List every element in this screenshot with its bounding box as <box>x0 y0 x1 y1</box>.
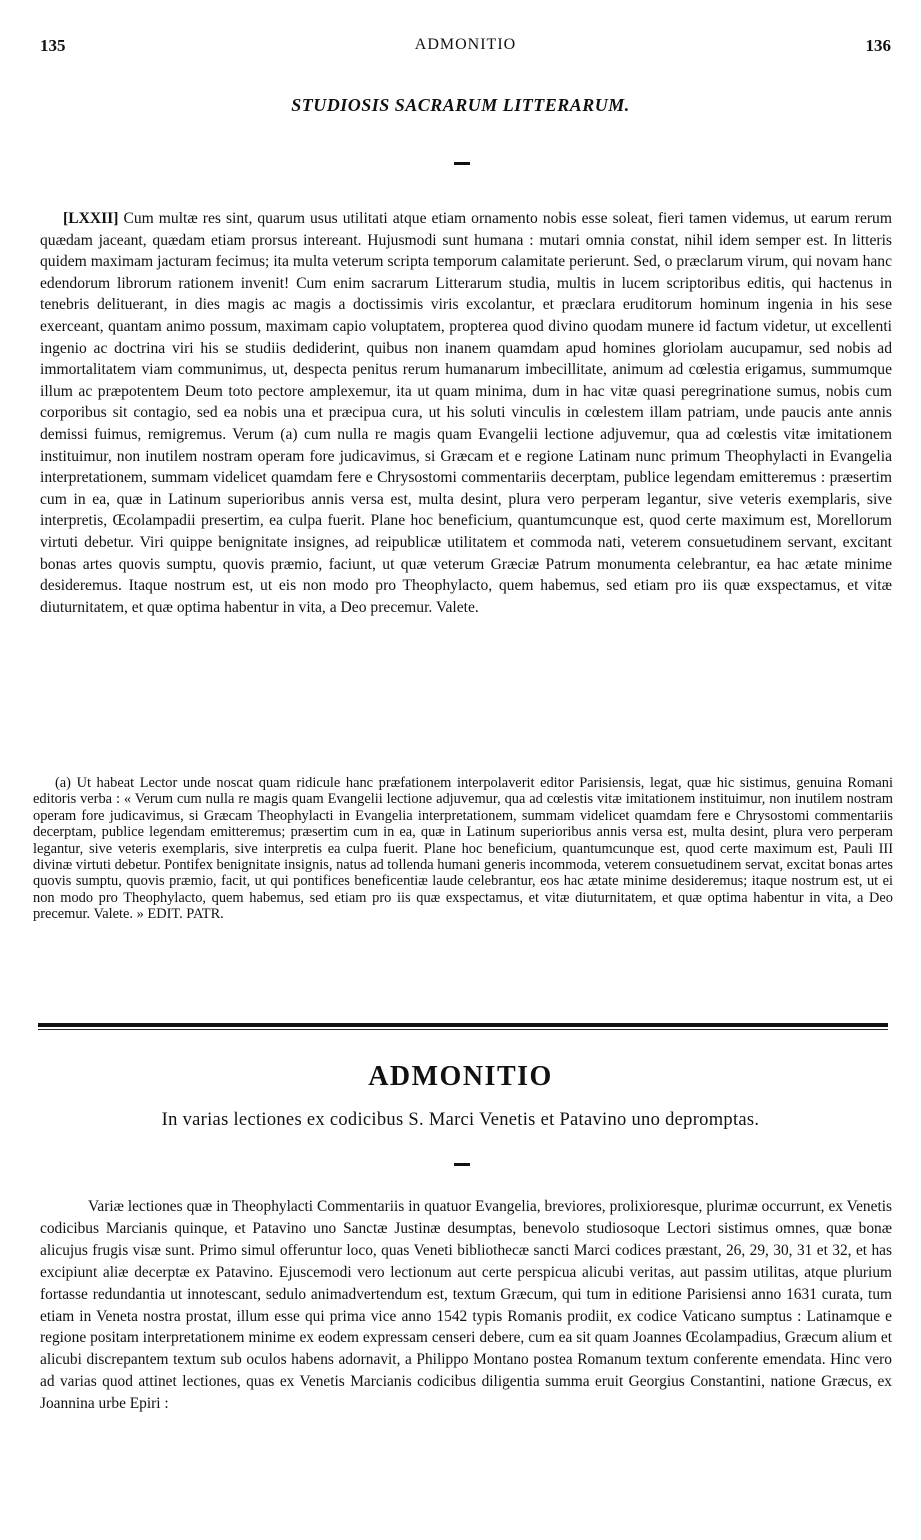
footnote <box>33 775 893 923</box>
column-reference: [LXXII] <box>63 210 119 227</box>
section-dash <box>454 1163 470 1166</box>
divider-thick-line <box>38 1023 888 1027</box>
admonitio-subheading: In varias lectiones ex codicibus S. Marci Venetis et Patavino uno depromptas. <box>161 1110 760 1130</box>
preface-heading: STUDIOSIS SACRARUM LITTERARUM. <box>291 95 630 115</box>
running-head-title: ADMONITIO <box>414 36 517 53</box>
footnote-text: (a) Ut habeat Lector unde noscat quam ridicule hanc præfationem interpolaverit editor Parisiensis, legat, quæ hic sistimus, genuina Romani editoris verba : « Verum cum nulla re magis quam Evangelii lectione adjuvemur, qua ad cœlestis vitæ imitationem instituimur, non inutilem nostram operam fore judicavimus, si Græcam Theophylacti in Evangelia interpretationem, summam videlicet quamdam fere e Chrysostomi commentariis decerptam, publice legendam emitteremus; præsertim cum in ea, quæ in Latinum superioribus annis versa est, multa desint, plura vero perperam legantur, sive veteris exemplaris, sive interpretis ea culpa fuerit. Plane hoc beneficium, quantumcunque est, quod certe maximum est, Pauli III divinæ virtuti debetur. Pontifex benignitate insignis, natus ad tollenda humani generis incommoda, veterem consuetudinem servat, excitat bonas artes quovis sumptu, quovis præmio, facit, ut qui pontifices beneficentiæ laude celebrantur, eos hac ætate minime desideremus; itaque nostrum est, ut ei non modo pro Theophylacto, quem habemus, sed etiam pro iis quæ exspectamus, et vitæ diuturnitatem, et quæ optima habentur in vita, a Deo precemur. Valete. » EDIT. PATR. <box>33 775 893 923</box>
section-dash <box>454 162 470 165</box>
page-number-left: 135 <box>40 36 66 55</box>
section-divider <box>38 1022 888 1030</box>
divider-thin-line <box>38 1029 888 1030</box>
preface-text <box>40 208 892 618</box>
page-number-right: 136 <box>865 36 891 55</box>
admonitio-heading: ADMONITIO <box>368 1061 553 1092</box>
admonitio-paragraph: Variæ lectiones quæ in Theophylacti Commentariis in quatuor Evangelia, breviores, prolixioresque, plurimæ occurrunt, ex Venetis codicibus Marcianis quinque, et Patavino uno Sanctæ Justinæ desumptas, benevolo studiosoque Lectori sistimus omnes, quæ bonæ alicujus frugis visæ sunt. Primo simul offeruntur loco, quas Veneti bibliothecæ sancti Marci codices præstant, 26, 29, 30, 31 et 32, et has excipiunt aliæ decerptæ ex Patavino. Ejuscemodi vero lectionum aut certe perspicua alicubi veritas, aut passim utilitas, atque plurium fortasse redundantia ut innotescant, sedulo animadvertendum est, textum Græcum, qui tum in editione Parisiensi anno 1631 curata, tum etiam in Veneta nostra prostat, illum esse qui prima vice anno 1542 typis Romanis prodiit, ex codice Vaticano sumptus : Latinamque e regione positam interpretationem minime ex eodem expressam censeri debere, cum ea sit quam Joannes Œcolampadius, Græcum alium et alicubi discrepantem textum sub oculos habens adornavit, a Philippo Montano postea Romanum textum conferente emendata. Hinc vero ad varias quod attinet lectiones, quas ex Venetis Marcianis codicibus diligentia summa eruit Georgius Constantini, natione Græcus, ex Joannina urbe Epiri : <box>40 1198 892 1413</box>
admonitio-text <box>40 1196 892 1415</box>
preface-paragraph <box>40 208 892 618</box>
running-head <box>40 36 891 60</box>
preface-body: Cum multæ res sint, quarum usus utilitati atque etiam ornamento nobis esse soleat, fieri tamen videmus, ut earum rerum quædam jaceant, quædam etiam prorsus intereant. Hujusmodi sunt humana : mutari omnia constat, nihil idem semper est. In litteris quidem maximam jacturam fecimus; ita multa veterum scripta temporum calamitate perierunt. Sed, o præclarum virum, qui novam hanc edendorum librorum rationem invenit! Cum enim sacrarum Litterarum studia, multis in lucem scriptoribus editis, qui hactenus in tenebris delituerant, in dies magis ac magis a doctissimis viris excolantur, et præclara eruditorum hominum ingenia in his sese exerceant, quantam animo possum, maximam capio voluptatem, propterea quod divino quodam munere id factum videtur, ut excellenti ingenio ac doctrina viri his se studiis dediderint, quibus non inanem quamdam apud homines gloriolam aucupamur, sed nobis ad immortalitatem viam communimus, ut, despecta penitus rerum humanarum imbecillitate, animum ad cœlestia erigamus, summumque illum ac præpotentem Deum toto pectore amplexemur, ita ut quam minima, dum in hac vitæ quasi peregrinatione sumus, nobis cum corporibus sit contagio, sed ea nobis una et præcipua cura, ut his soluti vinculis in cœlestem illam patriam, unde paucis ante annis demissi fuimus, remigremus. Verum (a) cum nulla re magis quam Evangelii lectione adjuvemur, qua ad cœlestis vitæ imitationem instituimur, non inutilem nostram operam fore judicavimus, si Græcam et e regione Latinam nunc primum Theophylacti in Evangelia interpretationem, summam videlicet quamdam fere e Chrysostomi commentariis decerptam, publice legendam emitteremus : præsertim cum in ea, quæ in Latinum superioribus annis versa est, multa desint, plura vero perperam legantur, sive veteris exemplaris, sive interpretis, Œcolampadii presertim, ea culpa fuerit. Plane hoc beneficium, quantumcunque est, quod certe maximum est, Morellorum virtuti debetur. Viri quippe benignitate insignes, ad reipublicæ utilitatem et commoda nati, veterem consuetudinem servant, excitant bonas artes quovis sumptu, quovis præmio, faciunt, ut quæ veterum Græciæ Patrum monumenta celebrantur, ea hac ætate minime desideremus. Itaque nostrum est, ut eis non modo pro Theophylacto, quem habemus, sed etiam pro iis quæ exspectamus, et vitæ diuturnitatem, et quæ optima habentur in vita, a Deo precemur. Valete. <box>40 210 892 616</box>
